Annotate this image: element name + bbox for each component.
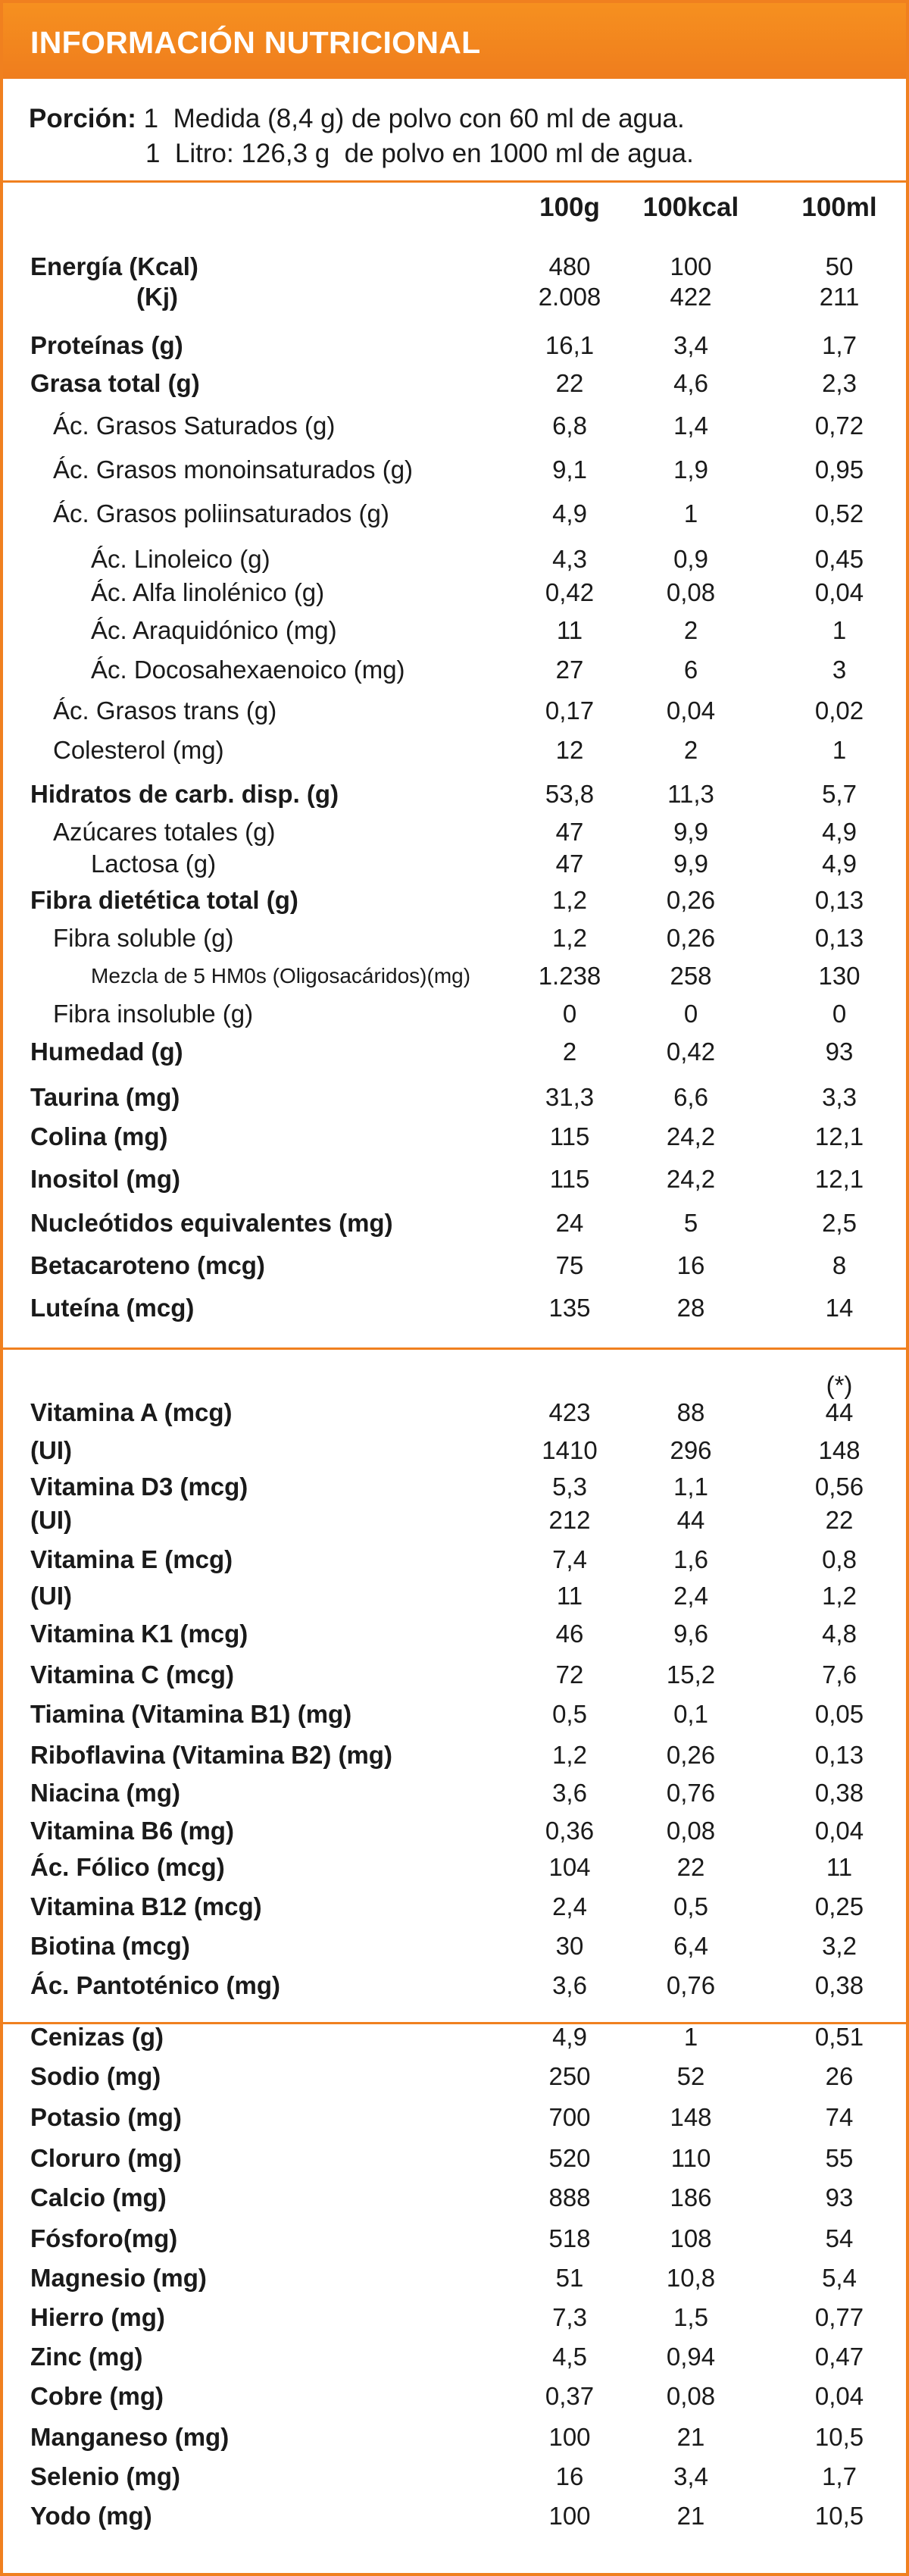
value-per-100ml: 0 xyxy=(832,1000,847,1028)
value-per-100kcal: 21 xyxy=(676,2423,705,2451)
value-per-100g: 2,4 xyxy=(552,1892,587,1920)
value-per-100kcal: 0,42 xyxy=(666,1038,716,1066)
table-row xyxy=(3,996,906,1032)
table-row xyxy=(3,776,906,812)
nutrient-label: Selenio (mg) xyxy=(30,2462,181,2490)
table-row xyxy=(3,2260,906,2296)
value-per-100kcal: 2 xyxy=(683,736,698,764)
value-per-100kcal: 422 xyxy=(670,283,712,311)
table-row xyxy=(3,2459,906,2495)
value-per-100g: 4,5 xyxy=(552,2343,587,2371)
value-per-100kcal: 10,8 xyxy=(666,2264,716,2292)
value-per-100g: 7,4 xyxy=(552,1545,587,1573)
value-per-100ml: 8 xyxy=(832,1251,847,1279)
value-per-100ml: 12,1 xyxy=(814,1165,864,1193)
value-per-100g: 1,2 xyxy=(552,1741,587,1769)
nutrient-label: Niacina (mg) xyxy=(30,1779,181,1807)
value-per-100kcal: 0 xyxy=(683,1000,698,1028)
value-per-100ml: 10,5 xyxy=(814,2502,864,2530)
value-per-100ml: 5,7 xyxy=(822,780,857,808)
table-row xyxy=(3,652,906,688)
table-row xyxy=(3,2299,906,2336)
value-per-100kcal: 3,4 xyxy=(673,331,708,359)
value-per-100kcal: 1,6 xyxy=(673,1545,708,1573)
table-row xyxy=(3,1469,906,1505)
value-per-100g: 100 xyxy=(548,2423,591,2451)
table-row xyxy=(3,1542,906,1578)
value-per-100ml: 1,2 xyxy=(822,1582,857,1610)
table-row xyxy=(3,1205,906,1241)
value-per-100ml: 0,04 xyxy=(814,578,864,606)
nutrient-label: Fibra soluble (g) xyxy=(53,924,234,952)
value-per-100kcal: 0,9 xyxy=(673,545,708,573)
value-per-100ml: 0,51 xyxy=(814,2023,864,2051)
value-per-100g: 31,3 xyxy=(545,1083,595,1111)
value-per-100ml: 0,38 xyxy=(814,1779,864,1807)
value-per-100g: 4,3 xyxy=(552,545,587,573)
value-per-100kcal: 9,9 xyxy=(673,850,708,878)
portion-label: Porción: xyxy=(29,104,136,133)
value-per-100g: 6,8 xyxy=(552,412,587,440)
nutrient-label: (UI) xyxy=(30,1506,72,1534)
value-per-100ml: 2,5 xyxy=(822,1209,857,1237)
column-header-100ml: 100ml xyxy=(801,192,877,222)
table-row xyxy=(3,1889,906,1925)
value-per-100g: 115 xyxy=(549,1165,590,1193)
table-row xyxy=(3,1696,906,1732)
table-row xyxy=(3,452,906,488)
value-per-100kcal: 16 xyxy=(676,1251,705,1279)
table-row xyxy=(3,1290,906,1326)
value-per-100ml: 93 xyxy=(825,2183,854,2211)
value-per-100kcal: 0,04 xyxy=(666,696,716,725)
value-per-100g: 9,1 xyxy=(552,455,587,484)
value-per-100ml: 4,8 xyxy=(822,1620,857,1648)
nutrient-label: Fibra insoluble (g) xyxy=(53,1000,254,1028)
value-per-100ml: 12,1 xyxy=(814,1122,864,1150)
table-row xyxy=(3,882,906,919)
value-per-100kcal: 148 xyxy=(670,2103,712,2131)
value-per-100kcal: 0,08 xyxy=(666,578,716,606)
nutrient-label: Biotina (mcg) xyxy=(30,1932,190,1960)
value-per-100ml: 3,3 xyxy=(822,1083,857,1111)
value-per-100g: 30 xyxy=(555,1932,584,1960)
value-per-100ml: 0,02 xyxy=(814,696,864,725)
table-row xyxy=(3,1928,906,1964)
value-per-100ml: 74 xyxy=(825,2103,854,2131)
value-per-100ml: 1,7 xyxy=(822,331,857,359)
table-row xyxy=(3,1502,906,1538)
value-per-100g: 3,6 xyxy=(552,1779,587,1807)
nutrient-label: Ác. Docosahexaenoico (mg) xyxy=(91,656,405,684)
column-header-100kcal: 100kcal xyxy=(642,192,739,222)
nutrient-label: Proteínas (g) xyxy=(30,331,183,359)
value-per-100kcal: 4,6 xyxy=(673,369,708,397)
value-per-100g: 888 xyxy=(548,2183,591,2211)
value-per-100kcal: 6,6 xyxy=(673,1083,708,1111)
value-per-100kcal: 88 xyxy=(676,1398,705,1426)
nutrient-label: Vitamina E (mcg) xyxy=(30,1545,233,1573)
value-per-100ml: 5,4 xyxy=(822,2264,857,2292)
table-row xyxy=(3,1616,906,1652)
value-per-100ml: 0,25 xyxy=(814,1892,864,1920)
value-per-100g: 0,42 xyxy=(545,578,595,606)
value-per-100ml: 22 xyxy=(825,1506,854,1534)
value-per-100g: 1,2 xyxy=(552,886,587,914)
value-per-100g: 104 xyxy=(548,1853,591,1881)
value-per-100g: 11 xyxy=(556,616,583,644)
table-row xyxy=(3,1119,906,1155)
table-row xyxy=(3,327,906,364)
value-per-100ml: 93 xyxy=(825,1038,854,1066)
nutrient-label: Luteína (mcg) xyxy=(30,1294,195,1322)
value-per-100g: 47 xyxy=(555,818,584,846)
nutrient-label: Ác. Grasos Saturados (g) xyxy=(53,412,336,440)
value-per-100kcal: 1 xyxy=(683,499,698,527)
value-per-100ml: 4,9 xyxy=(822,850,857,878)
value-per-100kcal: 15,2 xyxy=(666,1660,716,1689)
table-row xyxy=(3,2419,906,2455)
value-per-100ml: 130 xyxy=(818,962,861,990)
nutrient-label: Vitamina C (mcg) xyxy=(30,1660,234,1689)
table-row xyxy=(3,2339,906,2375)
table-row xyxy=(3,2058,906,2095)
value-per-100ml: 1,7 xyxy=(822,2462,857,2490)
value-per-100kcal: 110 xyxy=(670,2144,711,2172)
nutrient-label: Vitamina A (mcg) xyxy=(30,1398,233,1426)
value-per-100kcal: 1 xyxy=(683,2023,698,2051)
nutrient-label: Ác. Araquidónico (mg) xyxy=(91,616,337,644)
table-row xyxy=(3,1775,906,1811)
value-per-100g: 423 xyxy=(548,1398,591,1426)
value-per-100ml: 26 xyxy=(825,2062,854,2090)
value-per-100kcal: 296 xyxy=(670,1436,712,1464)
value-per-100g: 4,9 xyxy=(552,2023,587,2051)
value-per-100g: 16 xyxy=(555,2462,584,2490)
nutrient-label: Colina (mg) xyxy=(30,1122,168,1150)
value-per-100ml: 10,5 xyxy=(814,2423,864,2451)
value-per-100ml: 14 xyxy=(825,1294,854,1322)
nutrient-label: Riboflavina (Vitamina B2) (mg) xyxy=(30,1741,392,1769)
nutrient-label: Lactosa (g) xyxy=(91,850,217,878)
value-per-100ml: 1 xyxy=(832,616,847,644)
value-per-100ml: 4,9 xyxy=(822,818,857,846)
value-per-100g: 46 xyxy=(555,1620,584,1648)
nutrient-label: Humedad (g) xyxy=(30,1038,183,1066)
value-per-100g: 5,3 xyxy=(552,1473,587,1501)
table-row xyxy=(3,1578,906,1614)
value-per-100ml: 2,3 xyxy=(822,369,857,397)
value-per-100g: 1,2 xyxy=(552,924,587,952)
value-per-100kcal: 0,08 xyxy=(666,1817,716,1845)
table-row xyxy=(3,1161,906,1197)
nutrient-label: Calcio (mg) xyxy=(30,2183,167,2211)
value-per-100kcal: 0,08 xyxy=(666,2382,716,2410)
nutrient-label: Tiamina (Vitamina B1) (mg) xyxy=(30,1700,352,1728)
value-per-100g: 518 xyxy=(548,2224,591,2252)
value-per-100g: 480 xyxy=(548,252,591,280)
value-per-100ml: 3,2 xyxy=(822,1932,857,1960)
nutrient-label: Colesterol (mg) xyxy=(53,736,224,764)
value-per-100ml: 0,8 xyxy=(822,1545,857,1573)
value-per-100kcal: 44 xyxy=(676,1506,705,1534)
value-per-100g: 115 xyxy=(549,1122,590,1150)
value-per-100kcal: 22 xyxy=(676,1853,705,1881)
value-per-100g: 0,17 xyxy=(545,696,595,725)
nutrient-label: Betacaroteno (mcg) xyxy=(30,1251,265,1279)
table-row xyxy=(3,496,906,532)
table-row xyxy=(3,1849,906,1886)
table-row xyxy=(3,1079,906,1116)
value-per-100kcal: 100 xyxy=(670,252,712,280)
nutrient-label: Vitamina D3 (mcg) xyxy=(30,1473,248,1501)
value-per-100g: 22 xyxy=(555,369,584,397)
nutrient-label: Fósforo(mg) xyxy=(30,2224,178,2252)
value-per-100g: 0,36 xyxy=(545,1817,595,1845)
value-per-100ml: 0,04 xyxy=(814,1817,864,1845)
value-per-100kcal: 0,76 xyxy=(666,1971,716,1999)
table-row xyxy=(3,2221,906,2257)
value-per-100kcal: 6,4 xyxy=(673,1932,708,1960)
table-row xyxy=(3,2140,906,2177)
value-per-100g: 1.238 xyxy=(538,962,601,990)
value-per-100kcal: 9,9 xyxy=(673,818,708,846)
table-row xyxy=(3,279,906,315)
column-header-100g: 100g xyxy=(539,192,600,222)
nutrient-label: Taurina (mg) xyxy=(30,1083,180,1111)
value-per-100ml: 54 xyxy=(825,2224,854,2252)
nutrient-label: Cenizas (g) xyxy=(30,2023,164,2051)
nutrient-label: Yodo (mg) xyxy=(30,2502,152,2530)
value-per-100g: 520 xyxy=(548,2144,591,2172)
table-row xyxy=(3,1247,906,1284)
nutrient-label: Fibra dietética total (g) xyxy=(30,886,298,914)
value-per-100g: 135 xyxy=(548,1294,591,1322)
value-per-100g: 7,3 xyxy=(552,2303,587,2331)
value-per-100ml: 0,95 xyxy=(814,455,864,484)
value-per-100kcal: 0,26 xyxy=(666,1741,716,1769)
table-row xyxy=(3,2019,906,2055)
portion-line-1 xyxy=(29,102,685,136)
value-per-100kcal: 2,4 xyxy=(673,1582,708,1610)
value-per-100kcal: 0,76 xyxy=(666,1779,716,1807)
nutrient-label: Nucleótidos equivalentes (mg) xyxy=(30,1209,393,1237)
value-per-100g: 0,37 xyxy=(545,2382,595,2410)
nutrient-label: Ác. Grasos trans (g) xyxy=(53,696,277,725)
value-per-100ml: 0,47 xyxy=(814,2343,864,2371)
table-row xyxy=(3,814,906,850)
value-per-100g: 2.008 xyxy=(538,283,601,311)
table-row xyxy=(3,1432,906,1469)
value-per-100g: 2 xyxy=(562,1038,577,1066)
value-per-100ml: 1 xyxy=(832,736,847,764)
value-per-100kcal: 24,2 xyxy=(666,1165,716,1193)
nutrient-label: (UI) xyxy=(30,1582,72,1610)
value-per-100ml: 0,13 xyxy=(814,886,864,914)
nutrient-label: Cobre (mg) xyxy=(30,2382,164,2410)
value-per-100kcal: 52 xyxy=(676,2062,705,2090)
table-row xyxy=(3,365,906,402)
table-row xyxy=(3,693,906,729)
divider xyxy=(3,180,906,183)
value-per-100ml: 0,05 xyxy=(814,1700,864,1728)
value-per-100kcal: 28 xyxy=(676,1294,705,1322)
value-per-100kcal: 24,2 xyxy=(666,1122,716,1150)
nutrient-label: Vitamina B6 (mg) xyxy=(30,1817,234,1845)
value-per-100g: 11 xyxy=(556,1582,583,1610)
value-per-100kcal: 258 xyxy=(670,962,712,990)
nutrient-label: Cloruro (mg) xyxy=(30,2144,182,2172)
value-per-100ml: 50 xyxy=(825,252,854,280)
value-per-100ml: 0,72 xyxy=(814,412,864,440)
nutrient-label: Sodio (mg) xyxy=(30,2062,161,2090)
value-per-100kcal: 21 xyxy=(676,2502,705,2530)
value-per-100g: 16,1 xyxy=(545,331,595,359)
table-row xyxy=(3,2180,906,2216)
nutrient-label: Ác. Fólico (mcg) xyxy=(30,1853,225,1881)
value-per-100kcal: 186 xyxy=(670,2183,712,2211)
nutrient-label: Ác. Linoleico (g) xyxy=(91,545,270,573)
table-row xyxy=(3,1737,906,1773)
value-per-100kcal: 0,26 xyxy=(666,886,716,914)
nutrient-label: Ác. Grasos monoinsaturados (g) xyxy=(53,455,414,484)
nutrient-label: Ác. Pantoténico (mg) xyxy=(30,1971,281,1999)
page-title: INFORMACIÓN NUTRICIONAL xyxy=(30,25,481,60)
value-per-100g: 72 xyxy=(555,1660,584,1689)
title-bar xyxy=(3,3,906,79)
nutrient-label: Potasio (mg) xyxy=(30,2103,182,2131)
value-per-100ml: 0,13 xyxy=(814,1741,864,1769)
footnote-marker: (*) xyxy=(826,1371,853,1399)
table-row xyxy=(3,612,906,649)
table-row xyxy=(3,1394,906,1431)
value-per-100g: 0 xyxy=(562,1000,577,1028)
table-row xyxy=(3,1967,906,2004)
value-per-100ml: 11 xyxy=(826,1853,853,1881)
table-row xyxy=(3,2498,906,2534)
value-per-100g: 212 xyxy=(548,1506,591,1534)
divider xyxy=(3,1347,906,1350)
value-per-100kcal: 11,3 xyxy=(667,780,714,808)
table-row xyxy=(3,2099,906,2136)
value-per-100g: 4,9 xyxy=(552,499,587,527)
nutrient-label: Ác. Alfa linolénico (g) xyxy=(91,578,325,606)
value-per-100ml: 3 xyxy=(832,656,847,684)
table-row xyxy=(3,846,906,882)
portion-text-1: 1 Medida (8,4 g) de polvo con 60 ml de agua. xyxy=(136,104,685,133)
value-per-100kcal: 0,5 xyxy=(673,1892,708,1920)
value-per-100kcal: 5 xyxy=(683,1209,698,1237)
value-per-100g: 12 xyxy=(555,736,584,764)
value-per-100ml: 148 xyxy=(818,1436,861,1464)
table-row xyxy=(3,408,906,444)
value-per-100g: 700 xyxy=(548,2103,591,2131)
nutrient-label: Grasa total (g) xyxy=(30,369,200,397)
table-row xyxy=(3,1034,906,1070)
value-per-100ml: 0,04 xyxy=(814,2382,864,2410)
value-per-100g: 100 xyxy=(548,2502,591,2530)
nutrient-label: Vitamina B12 (mcg) xyxy=(30,1892,262,1920)
value-per-100ml: 55 xyxy=(825,2144,854,2172)
value-per-100ml: 0,77 xyxy=(814,2303,864,2331)
value-per-100kcal: 0,1 xyxy=(673,1700,708,1728)
value-per-100g: 51 xyxy=(555,2264,584,2292)
nutrient-label: Inositol (mg) xyxy=(30,1165,180,1193)
nutrient-label: (UI) xyxy=(30,1436,72,1464)
value-per-100g: 3,6 xyxy=(552,1971,587,1999)
value-per-100kcal: 9,6 xyxy=(673,1620,708,1648)
portion-line-2: 1 Litro: 126,3 g de polvo en 1000 ml de agua. xyxy=(145,139,694,168)
nutrient-label: Zinc (mg) xyxy=(30,2343,143,2371)
nutrient-label: (Kj) xyxy=(136,283,178,311)
nutrient-label: Magnesio (mg) xyxy=(30,2264,207,2292)
value-per-100ml: 0,52 xyxy=(814,499,864,527)
value-per-100g: 47 xyxy=(555,850,584,878)
nutrient-label: Mezcla de 5 HM0s (Oligosacáridos)(mg) xyxy=(91,964,471,988)
nutrient-label: Azúcares totales (g) xyxy=(53,818,276,846)
table-row xyxy=(3,732,906,768)
value-per-100kcal: 0,26 xyxy=(666,924,716,952)
value-per-100g: 250 xyxy=(548,2062,591,2090)
nutrient-label: Energía (Kcal) xyxy=(30,252,198,280)
value-per-100kcal: 108 xyxy=(670,2224,712,2252)
value-per-100ml: 7,6 xyxy=(822,1660,857,1689)
nutrient-label: Ác. Grasos poliinsaturados (g) xyxy=(53,499,389,527)
value-per-100kcal: 1,4 xyxy=(673,412,708,440)
nutrient-label: Vitamina K1 (mcg) xyxy=(30,1620,248,1648)
value-per-100ml: 0,56 xyxy=(814,1473,864,1501)
nutrient-label: Manganeso (mg) xyxy=(30,2423,230,2451)
table-row xyxy=(3,541,906,577)
nutrient-label: Hierro (mg) xyxy=(30,2303,165,2331)
table-row xyxy=(3,958,906,994)
value-per-100kcal: 6 xyxy=(683,656,698,684)
value-per-100g: 24 xyxy=(555,1209,584,1237)
value-per-100g: 0,5 xyxy=(552,1700,587,1728)
value-per-100ml: 0,13 xyxy=(814,924,864,952)
value-per-100ml: 0,45 xyxy=(814,545,864,573)
table-row xyxy=(3,574,906,611)
table-row xyxy=(3,920,906,956)
value-per-100kcal: 1,5 xyxy=(673,2303,708,2331)
value-per-100kcal: 1,1 xyxy=(673,1473,708,1501)
nutrient-label: Hidratos de carb. disp. (g) xyxy=(30,780,339,808)
value-per-100ml: 0,38 xyxy=(814,1971,864,1999)
value-per-100g: 75 xyxy=(555,1251,584,1279)
value-per-100kcal: 0,94 xyxy=(666,2343,716,2371)
table-row xyxy=(3,1657,906,1693)
value-per-100g: 1410 xyxy=(542,1436,598,1464)
table-row xyxy=(3,1813,906,1849)
value-per-100kcal: 3,4 xyxy=(673,2462,708,2490)
value-per-100kcal: 1,9 xyxy=(673,455,708,484)
table-row xyxy=(3,2378,906,2415)
value-per-100g: 27 xyxy=(555,656,584,684)
value-per-100ml: 44 xyxy=(825,1398,854,1426)
value-per-100ml: 211 xyxy=(819,283,860,311)
value-per-100g: 53,8 xyxy=(545,780,595,808)
value-per-100kcal: 2 xyxy=(683,616,698,644)
